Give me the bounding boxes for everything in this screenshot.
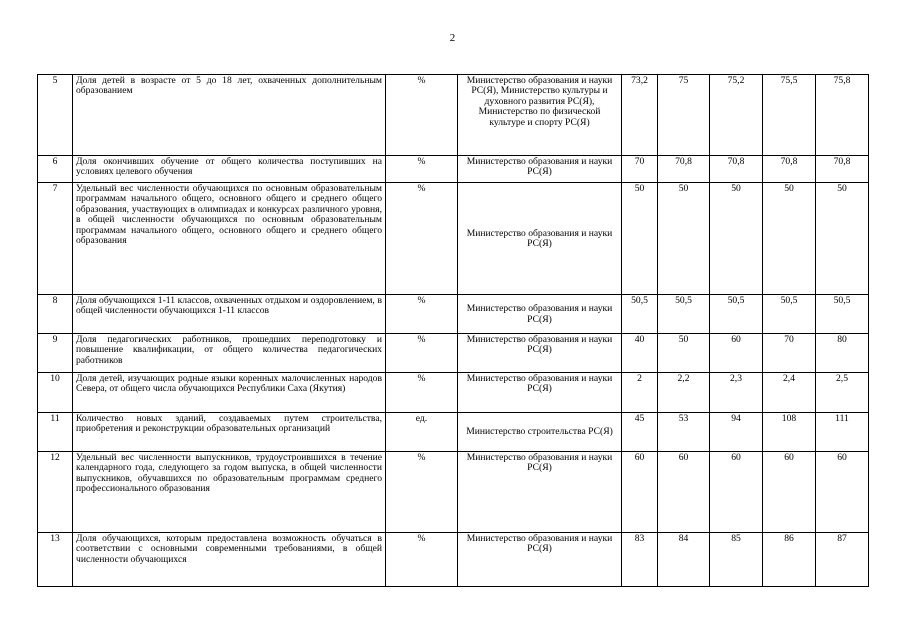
indicator-name: Доля детей в возрасте от 5 до 18 лет, охваченных дополнительным образованием (73, 75, 386, 156)
value-cell: 60 (710, 452, 763, 533)
unit-cell: % (386, 295, 458, 334)
value-cell: 70,8 (816, 156, 869, 183)
executor-cell: Министерство строительства РС(Я) (458, 413, 622, 452)
value-cell: 75,2 (710, 75, 763, 156)
value-cell: 40 (622, 334, 658, 373)
row-number: 7 (38, 183, 73, 295)
executor-cell: Министерство образования и науки РС(Я) (458, 533, 622, 587)
value-cell: 70,8 (710, 156, 763, 183)
indicator-name: Удельный вес численности обучающихся по основным образовательным программам начального общего, основного общего и среднего общего образования, участвующих в олимпиадах и конкурсах различного уровня, в общей численности обучающихся по основным образовательным программам начального общего, основного общего и среднего общего образования (73, 183, 386, 295)
row-number: 5 (38, 75, 73, 156)
row-number: 8 (38, 295, 73, 334)
indicator-name: Доля окончивших обучение от общего количества поступивших на условиях целевого обучения (73, 156, 386, 183)
value-cell: 50,5 (658, 295, 710, 334)
table-row (38, 452, 869, 533)
unit-cell: % (386, 533, 458, 587)
page-number: 2 (449, 32, 456, 44)
row-number: 9 (38, 334, 73, 373)
row-number: 6 (38, 156, 73, 183)
indicator-name: Удельный вес численности выпускников, трудоустроившихся в течение календарного года, следующего за годом выпуска, в общей численности выпускников, обучавшихся по образовательным программам среднего профессионального образования (73, 452, 386, 533)
value-cell: 84 (658, 533, 710, 587)
value-cell: 2,4 (763, 373, 816, 413)
table-row (38, 75, 869, 156)
indicators-table (37, 74, 869, 587)
value-cell: 50,5 (710, 295, 763, 334)
executor-cell: Министерство образования и науки РС(Я) (458, 295, 622, 334)
unit-cell: % (386, 156, 458, 183)
unit-cell: % (386, 334, 458, 373)
unit-cell: % (386, 183, 458, 295)
table-row (38, 156, 869, 183)
indicator-name: Доля обучающихся, которым предоставлена возможность обучаться в соответствии с основными современными требованиями, в общей численности обучающихся (73, 533, 386, 587)
executor-cell: Министерство образования и науки РС(Я) (458, 156, 622, 183)
table-row (38, 373, 869, 413)
value-cell: 108 (763, 413, 816, 452)
value-cell: 50 (658, 183, 710, 295)
value-cell: 50 (710, 183, 763, 295)
value-cell: 50 (763, 183, 816, 295)
value-cell: 111 (816, 413, 869, 452)
indicator-name: Количество новых зданий, создаваемых путем строительства, приобретения и реконструкции образовательных организаций (73, 413, 386, 452)
executor-cell: Министерство образования и науки РС(Я), Министерство культуры и духовного развития РС(Я), Министерство по физической культуре и спорту РС(Я) (458, 75, 622, 156)
value-cell: 2 (622, 373, 658, 413)
executor-cell: Министерство образования и науки РС(Я) (458, 183, 622, 295)
value-cell: 60 (658, 452, 710, 533)
indicator-name: Доля детей, изучающих родные языки коренных малочисленных народов Севера, от общего числа обучающихся Республики Саха (Якутия) (73, 373, 386, 413)
value-cell: 50,5 (622, 295, 658, 334)
table-row (38, 183, 869, 295)
value-cell: 50,5 (816, 295, 869, 334)
value-cell: 94 (710, 413, 763, 452)
table-row (38, 413, 869, 452)
row-number: 10 (38, 373, 73, 413)
value-cell: 75,5 (763, 75, 816, 156)
value-cell: 70,8 (658, 156, 710, 183)
value-cell: 50 (816, 183, 869, 295)
executor-cell: Министерство образования и науки РС(Я) (458, 452, 622, 533)
value-cell: 60 (763, 452, 816, 533)
row-number: 13 (38, 533, 73, 587)
value-cell: 50 (622, 183, 658, 295)
value-cell: 83 (622, 533, 658, 587)
indicator-name: Доля педагогических работников, прошедших переподготовку и повышение квалификации, от общего количества педагогических работников (73, 334, 386, 373)
row-number: 12 (38, 452, 73, 533)
indicator-name: Доля обучающихся 1-11 классов, охваченных отдыхом и оздоровлением, в общей численности обучающихся 1-11 классов (73, 295, 386, 334)
value-cell: 45 (622, 413, 658, 452)
table-row (38, 334, 869, 373)
value-cell: 87 (816, 533, 869, 587)
table-row (38, 295, 869, 334)
value-cell: 2,2 (658, 373, 710, 413)
value-cell: 60 (816, 452, 869, 533)
value-cell: 85 (710, 533, 763, 587)
unit-cell: % (386, 452, 458, 533)
value-cell: 86 (763, 533, 816, 587)
executor-cell: Министерство образования и науки РС(Я) (458, 373, 622, 413)
row-number: 11 (38, 413, 73, 452)
value-cell: 50 (658, 334, 710, 373)
value-cell: 70 (622, 156, 658, 183)
value-cell: 2,3 (710, 373, 763, 413)
value-cell: 70,8 (763, 156, 816, 183)
value-cell: 60 (622, 452, 658, 533)
value-cell: 60 (710, 334, 763, 373)
value-cell: 50,5 (763, 295, 816, 334)
executor-cell: Министерство образования и науки РС(Я) (458, 334, 622, 373)
value-cell: 80 (816, 334, 869, 373)
value-cell: 70 (763, 334, 816, 373)
value-cell: 75,8 (816, 75, 869, 156)
value-cell: 75 (658, 75, 710, 156)
unit-cell: ед. (386, 413, 458, 452)
value-cell: 2,5 (816, 373, 869, 413)
value-cell: 73,2 (622, 75, 658, 156)
table-row (38, 533, 869, 587)
unit-cell: % (386, 373, 458, 413)
value-cell: 53 (658, 413, 710, 452)
unit-cell: % (386, 75, 458, 156)
